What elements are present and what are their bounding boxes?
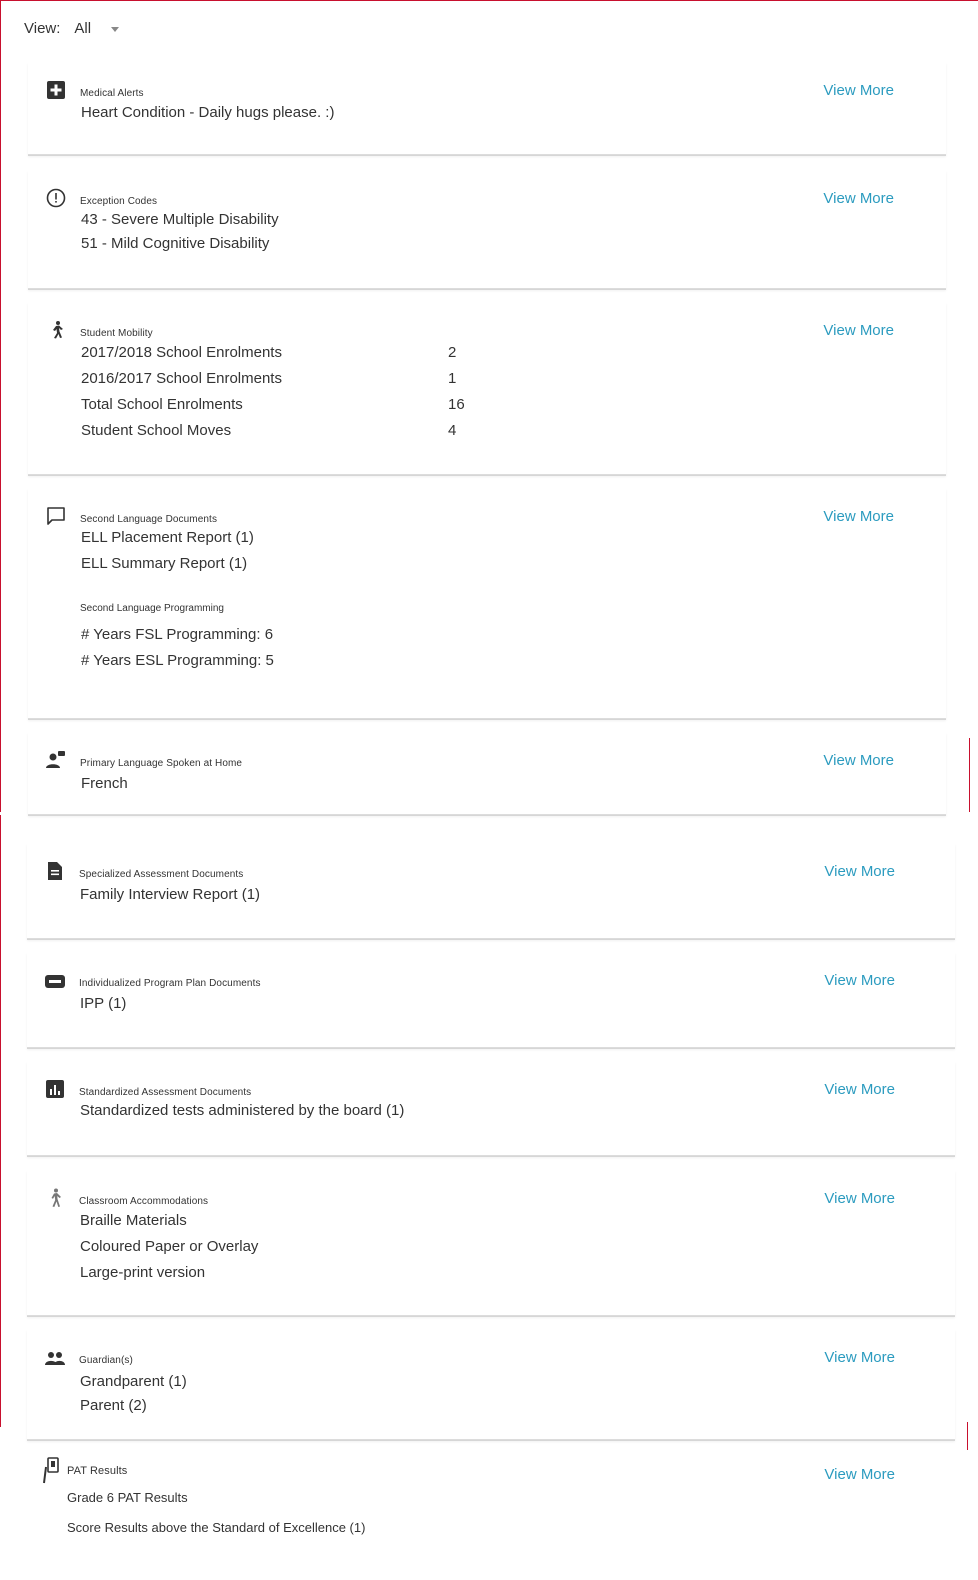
card-lines [81, 208, 279, 256]
second-language-card [28, 488, 946, 719]
document-item[interactable]: ELL Placement Report (1) [81, 529, 254, 546]
card-title: Standardized Assessment Documents [79, 1087, 252, 1098]
frame-line-left-1 [0, 0, 1, 812]
card-lines [80, 991, 126, 1017]
exception-code-item: 43 - Severe Multiple Disability [81, 211, 279, 228]
card-title: Primary Language Spoken at Home [80, 758, 243, 769]
medical-plus-icon [46, 80, 66, 100]
medical-alert-item: Heart Condition - Daily hugs please. :) [81, 104, 335, 121]
chevron-down-icon[interactable] [111, 27, 119, 32]
mobility-value: 2 [448, 344, 457, 361]
frame-line-top [0, 0, 978, 1]
view-more-link[interactable]: View More [823, 190, 894, 207]
guardians-card [27, 1329, 955, 1440]
chat-bubble-icon [46, 506, 66, 526]
card-title: Classroom Accommodations [79, 1196, 209, 1207]
document-icon [45, 861, 65, 881]
card-lines [67, 1483, 365, 1543]
info-circle-icon [46, 188, 66, 208]
document-item[interactable]: ELL Summary Report (1) [81, 555, 248, 572]
view-more-link[interactable]: View More [823, 322, 894, 339]
ipp-card [27, 952, 955, 1048]
view-more-link[interactable]: View More [824, 1349, 895, 1366]
view-label: View: [24, 20, 61, 37]
card-lines [81, 100, 334, 126]
document-item[interactable]: Standardized tests administered by the board (1) [80, 1102, 405, 1119]
specialized-assessment-card [27, 843, 955, 939]
card-lines [80, 1098, 404, 1124]
document-item[interactable]: Family Interview Report (1) [80, 886, 261, 903]
card-lines [80, 1208, 258, 1286]
card-lines [81, 525, 254, 577]
view-more-link[interactable]: View More [824, 1466, 895, 1483]
standardized-assessment-card [27, 1061, 955, 1156]
primary-language-card [28, 732, 946, 815]
view-more-link[interactable]: View More [824, 972, 895, 989]
mobility-row [81, 340, 465, 366]
card-lines [81, 771, 128, 797]
card-title: Second Language Documents [80, 514, 218, 525]
ipp-badge-icon [45, 972, 65, 992]
card-title: Student Mobility [80, 328, 153, 339]
mobility-row [81, 392, 465, 418]
running-person-icon [46, 320, 66, 340]
programming-item: # Years ESL Programming: 5 [81, 652, 274, 669]
view-more-link[interactable]: View More [824, 1081, 895, 1098]
mobility-value: 16 [448, 396, 465, 413]
card-title: Guardian(s) [79, 1355, 133, 1366]
frame-line-right-2 [967, 1422, 968, 1450]
mobility-value: 1 [448, 370, 457, 387]
frame-line-right-1 [969, 738, 970, 812]
language-item: French [81, 775, 128, 792]
view-more-link[interactable]: View More [824, 1190, 895, 1207]
card-lines [80, 1370, 187, 1418]
medical-alerts-card [28, 62, 946, 155]
view-value[interactable]: All [74, 20, 92, 37]
walking-person-icon [45, 1188, 65, 1208]
view-more-link[interactable]: View More [824, 863, 895, 880]
card-title: PAT Results [67, 1465, 128, 1477]
people-icon [45, 1349, 65, 1369]
pat-results-icon [41, 1457, 61, 1485]
mobility-label: 2017/2018 School Enrolments [81, 344, 282, 361]
guardian-item: Grandparent (1) [80, 1373, 187, 1390]
programming-item: # Years FSL Programming: 6 [81, 626, 274, 643]
view-more-link[interactable]: View More [823, 82, 894, 99]
accommodation-item: Braille Materials [80, 1212, 187, 1229]
mobility-value: 4 [448, 422, 457, 439]
card-title: Specialized Assessment Documents [79, 869, 244, 880]
pat-item: Score Results above the Standard of Excellence (1) [67, 1520, 366, 1535]
view-more-link[interactable]: View More [823, 508, 894, 525]
exception-codes-card [28, 170, 946, 289]
view-filter[interactable] [24, 20, 119, 37]
classroom-accommodations-card [27, 1170, 955, 1316]
student-mobility-card [28, 302, 946, 475]
exception-code-item: 51 - Mild Cognitive Disability [81, 235, 270, 252]
document-item[interactable]: IPP (1) [80, 995, 127, 1012]
pat-results-card [27, 1453, 955, 1580]
mobility-label: Student School Moves [81, 422, 232, 439]
card-title: Exception Codes [80, 196, 158, 207]
frame-line-left-2 [0, 815, 1, 1427]
mobility-row [81, 366, 465, 392]
accommodation-item: Large-print version [80, 1264, 206, 1281]
mobility-table [81, 340, 465, 444]
card-lines [80, 882, 260, 908]
mobility-label: 2016/2017 School Enrolments [81, 370, 282, 387]
mobility-label: Total School Enrolments [81, 396, 243, 413]
card-title: Medical Alerts [80, 88, 144, 99]
pat-item: Grade 6 PAT Results [67, 1490, 188, 1505]
guardian-item: Parent (2) [80, 1397, 147, 1414]
person-speaking-icon [46, 750, 66, 770]
bar-chart-icon [45, 1079, 65, 1099]
subsection-title: Second Language Programming [80, 603, 224, 614]
programming-lines [81, 622, 274, 674]
mobility-row [81, 418, 465, 444]
accommodation-item: Coloured Paper or Overlay [80, 1238, 259, 1255]
card-title: Individualized Program Plan Documents [79, 978, 261, 989]
view-more-link[interactable]: View More [823, 752, 894, 769]
